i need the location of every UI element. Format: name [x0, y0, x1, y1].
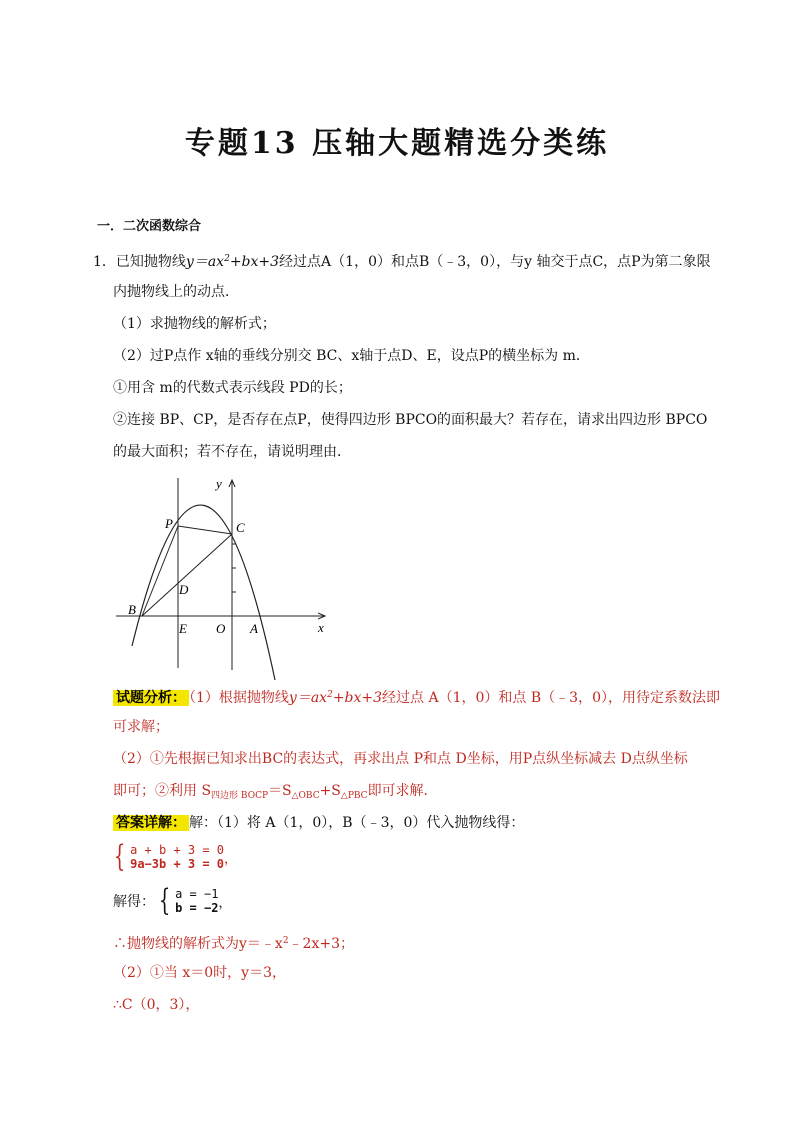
answer-tag: 答案详解： — [113, 815, 189, 831]
answer-line-6: ∴C（0，3）， — [113, 997, 200, 1013]
system2-row1: a = −1 — [175, 887, 219, 901]
problem-stem-line2: 内抛物线上的动点． — [113, 284, 239, 300]
solution-system: 解得： { a = −1 b = −2 ， — [113, 883, 232, 918]
segment-bc — [142, 534, 232, 616]
question-1: （1）求抛物线的解析式； — [113, 316, 276, 332]
question-2-part-1: ①用含 m的代数式表示线段 PD的长； — [113, 380, 352, 396]
answer-line-5: （2）①当 x＝0时，y＝3， — [113, 965, 286, 981]
analysis-line4: 即可；②利用 $S_{四边形 BOCP}=S_{\triangle OBC}+S_{\triangle PBC}$即可求解． — [113, 783, 438, 801]
label-x: x — [318, 620, 324, 635]
system2-row2: b = −2 — [175, 901, 219, 915]
answer-parabola-expression: ∴抛物线的解析式为$y=﹣x^2﹣2x+3$； — [113, 936, 354, 952]
parabola-figure — [110, 470, 340, 680]
analysis-line1: 试题分析： （1）根据抛物线$y=ax^2+bx+3$经过点 A（1，0）和点 B（﹣3，0），用待定系数法即 — [113, 686, 720, 707]
analysis-equation: $y=ax^2+bx+3$ — [288, 690, 383, 706]
analysis-tag: 试题分析： — [113, 690, 189, 706]
solve-label: 解得： — [113, 894, 155, 910]
label-c: C — [236, 520, 245, 535]
system1-row2: 9a−3b + 3 = 0 — [130, 857, 225, 871]
label-b: B — [128, 602, 136, 617]
analysis-line2: 可求解； — [113, 719, 169, 735]
parabola-curve — [132, 505, 275, 680]
question-2-part-2-line2: 的最大面积；若不存在，请说明理由． — [113, 444, 351, 460]
stem-equation: $y=ax^2+bx+3$ — [185, 254, 280, 270]
label-d: D — [179, 582, 189, 597]
label-e: E — [179, 621, 187, 636]
analysis-line3: （2）①先根据已知求出BC的表达式，再求出点 P和点 D坐标，用P点纵坐标减去 D点纵坐标 — [113, 751, 688, 767]
segment-bp — [142, 526, 178, 616]
stem-text-a: 已知抛物线 — [115, 254, 186, 270]
question-2: （2）过P点作 x轴的垂线分别交 BC、x轴于点D、E，设点P的横坐标为 m． — [113, 348, 590, 364]
page-title: 专题13 压轴大题精选分类练 — [184, 126, 610, 161]
problem-number: 1． — [93, 254, 116, 270]
label-a: A — [250, 621, 258, 636]
problem-stem-line1: 1．已知抛物线$y=ax^2+bx+3$经过点A（1，0）和点B（﹣3，0），与y 轴交于点C，点P为第二象限 — [93, 254, 711, 270]
system1-row1: a + b + 3 = 0 — [130, 843, 225, 857]
question-2-part-2-line1: ②连接 BP、CP，是否存在点P，使得四边形 BPCO的面积最大？若存在，请求出四边形 BPCO — [113, 412, 708, 428]
answer-line1: 答案详解： 解：（1）将 A（1，0），B（﹣3，0）代入抛物线得： — [113, 814, 524, 832]
label-o: O — [216, 621, 226, 636]
label-y: y — [216, 476, 222, 491]
label-p: P — [165, 516, 173, 531]
segment-pc — [178, 526, 232, 534]
equation-system-1: { a + b + 3 = 0 9a−3b + 3 = 0 ， — [113, 839, 238, 874]
section-heading: 一．二次函数综合 — [97, 219, 202, 234]
